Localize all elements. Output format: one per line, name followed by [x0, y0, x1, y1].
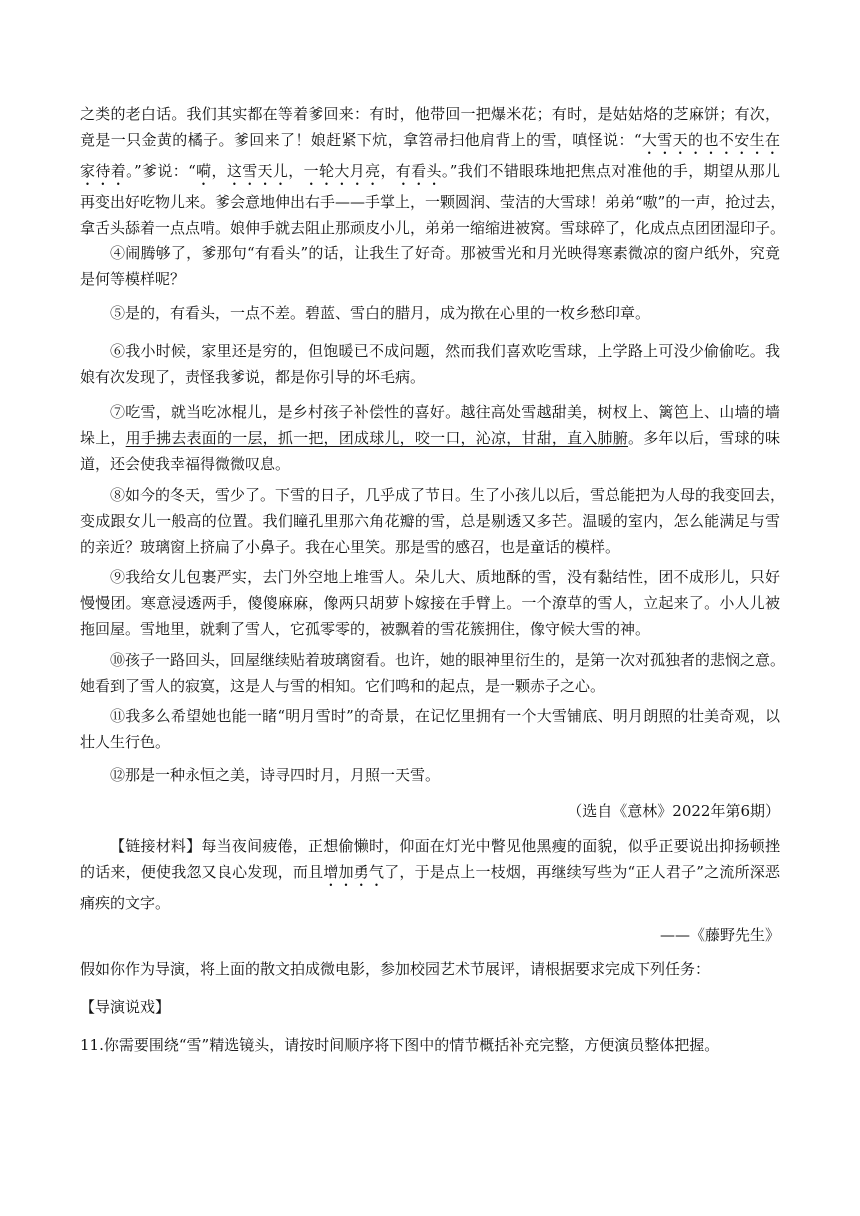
text-line: [80, 158, 780, 189]
text-run: 。”爹说：“: [126, 162, 196, 180]
text-line: ⑧如今的冬天，雪少了。下雪的日子，几乎成了节日。生了小孩儿以后，雪总能把为人母的我变回去，: [110, 486, 786, 504]
text-run: 竟是一只金黄的橘子。爹回来了！娘赶紧下炕，拿笤帚扫他肩背上的雪，嗔怪说：“: [80, 131, 642, 149]
paragraph-7: [80, 399, 780, 477]
paragraph-12: [80, 762, 780, 788]
text-line: 变成跟女儿一般高的位置。我们瞳孔里那六角花瓣的雪，总是剔透又多芒。温暖的室内，怎么能满足与雪: [80, 512, 780, 530]
paragraph-10: [80, 647, 786, 699]
question-11: [80, 1032, 780, 1058]
text-line: 拖回屋。雪地里，就剩了雪人，它孤零零的，被飘着的雪花簇拥住，像守候大雪的神。: [80, 620, 651, 638]
text-line: 之类的老白话。我们其实都在等着爹回来：有时，他带回一把爆米花；有时，是姑姑烙的芝麻饼；有次，: [80, 105, 780, 123]
text-line: ④闹腾够了，爹那句“有看头”的话，让我生了好奇。那被雪光和月光映得寒素微凉的窗户纸外，究竟: [110, 244, 780, 262]
paragraph-4: [80, 240, 780, 292]
section-title: [80, 994, 780, 1020]
text-run: 的话来，便使我忽又良心发现，而且: [80, 863, 324, 881]
text-line: ⑥我小时候，家里还是穷的，但饱暖已不成问题，然而我们喜欢吃雪球，上学路上可没少偷偷吃。我: [110, 342, 780, 360]
link-material: [80, 833, 780, 916]
text-line: 她看到了雪人的寂寞，这是人与雪的相知。它们鸣和的起点，是一颗赤子之心。: [80, 677, 606, 695]
text-line: [80, 859, 780, 890]
text-run: 了，于是点上一枝烟，再继续写些为“正人君子”之流所深恶: [384, 863, 780, 881]
paragraph-9: [80, 564, 780, 642]
section-heading: 【导演说戏】: [80, 998, 171, 1016]
text-line: 慢慢团。寒意浸透两手，傻傻麻麻，像两只胡萝卜嫁接在手臂上。一个潦草的雪人，立起来了。小人儿被: [80, 594, 780, 612]
text-line: 壮人生行色。: [80, 733, 171, 751]
paragraph-8: [80, 482, 786, 560]
text-run: 。多年以后，雪球的味: [627, 429, 780, 447]
text-line: ⑪我多么希望她也能一睹“明月雪时”的奇景，在记忆里拥有一个大雪铺底、明月朗照的壮美奇观，以: [110, 707, 780, 725]
text-line: [80, 127, 780, 158]
text-line: 道，还会使我幸福得微微叹息。: [80, 455, 291, 473]
underlined-sentence: 用手拂去表面的一层，抓一把，团成球儿，咬一口，沁凉，甘甜，直入肺腑: [125, 429, 628, 447]
text-line: ⑨我给女儿包裹严实，去门外空地上堆雪人。朵儿大、质地酥的雪，没有黏结性，团不成形儿，只好: [110, 568, 780, 586]
emphasized-text: 增加勇气: [323, 863, 385, 881]
paragraph-6: [80, 338, 780, 390]
text-line: [80, 425, 780, 451]
source-citation: （选自《意林》2022年第6期）: [567, 802, 780, 820]
text-line: 假如你作为导演，将上面的散文拍成微电影，参加校园艺术节展评，请根据要求完成下列任务：: [80, 960, 711, 978]
paragraph-5: [80, 300, 780, 326]
emphasized-text: 嗬，这雪天儿，一轮大月亮，有看头: [195, 162, 442, 180]
link-source-citation: ——《藤野先生》: [659, 926, 780, 944]
text-line: 【链接材料】每当夜间疲倦，正想偷懒时，仰面在灯光中瞥见他黑瘦的面貌，似乎正要说出抑扬顿挫: [110, 837, 780, 855]
question-text: 11.你需要围绕“雪”精选镜头，请按时间顺序将下图中的情节概括补充完整，方便演员整体把握。: [80, 1036, 720, 1054]
text-line: 的亲近？玻璃窗上挤扁了小鼻子。我在心里笑。那是雪的感召，也是童话的模样。: [80, 538, 621, 556]
paragraph-11: [80, 703, 780, 755]
text-line: ⑦吃雪，就当吃冰棍儿，是乡村孩子补偿性的喜好。越往高处雪越甜美，树杈上、篱笆上、山墙的墙: [110, 403, 780, 421]
text-line: 再变出好吃物儿来。爹会意地伸出右手——手掌上，一颗圆润、莹洁的大雪球！弟弟“嗷”的一声，抢过去，: [80, 193, 786, 211]
text-line: 拿舌头舔着一点点啃。娘伸手就去阻止那顽皮小儿，弟弟一缩缩进被窝。雪球碎了，化成点点团团湿印子。: [80, 219, 786, 237]
text-line: 娘有次发现了，责怪我爹说，都是你引导的坏毛病。: [80, 368, 426, 386]
task-intro: [80, 956, 780, 982]
text-line: 痛疾的文字。: [80, 894, 171, 912]
text-line: 是何等模样呢？: [80, 270, 186, 288]
text-line: ⑩孩子一路回头，回屋继续贴着玻璃窗看。也许，她的眼神里衍生的，是第一次对孤独者的悲悯之意。: [110, 651, 786, 669]
paragraph-3-continued: [80, 101, 786, 241]
emphasized-text: 大雪天的也不安生在: [641, 131, 780, 149]
text-line: ⑤是的，有看头，一点不差。碧蓝、雪白的腊月，成为揿在心里的一枚乡愁印章。: [110, 304, 651, 322]
text-line: ⑫那是一种永恒之美，诗寻四时月，月照一天雪。: [110, 766, 441, 784]
emphasized-text: 家待着: [80, 162, 127, 180]
text-run: 垛上，: [80, 429, 126, 447]
text-run: 。”我们不错眼珠地把焦点对准他的手，期望从那儿: [441, 162, 780, 180]
